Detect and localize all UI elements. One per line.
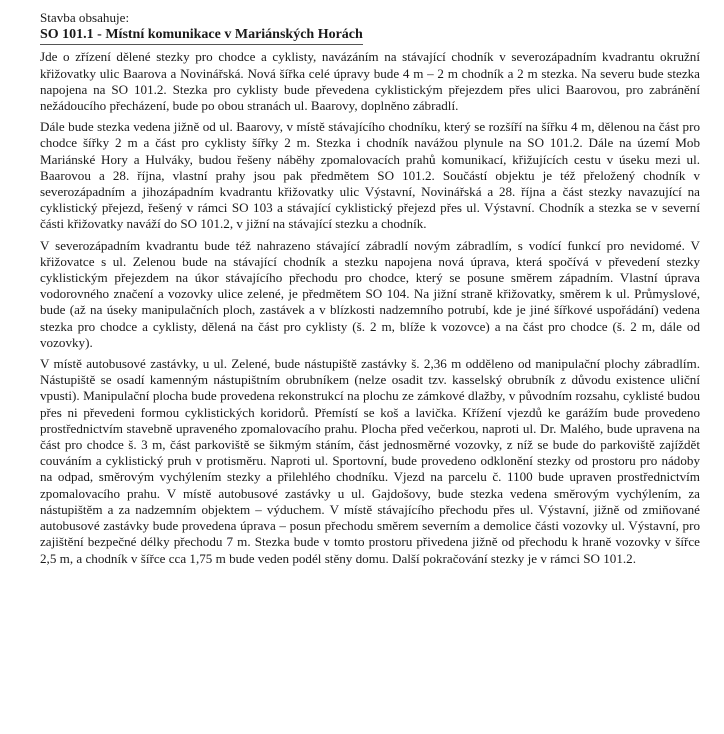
section-heading: SO 101.1 - Místní komunikace v Mariánských Horách: [40, 27, 363, 45]
paragraph-3: V severozápadním kvadrantu bude též nahrazeno stávající zábradlí novým zábradlím, s vodící funkcí pro nevidomé. V křižovatce s ul. Zelenou bude na stávající chodník a stezku napojena nová úprava, která spočívá v převedení stezky cyklistickým přejezdem na úkor stávajícího přechodu pro chodce, který se posune směrem západním. Vlastní úprava vodorovného značení a vozovky ulice zelené, je předmětem SO 104. Na jižní straně křižovatky, směrem k ul. Průmyslové, bude (až na úseky manipulačních ploch, zastávek a v blízkosti nadzemního potrubí, kde je jiné šířkové uspořádání) vedena stezka pro chodce a cyklisty, dělená na část pro cyklisty (š. 2 m, blíže k vozovce) a na část pro chodce (š. 2 m, dále od vozovky).: [40, 237, 700, 350]
paragraph-2: Dále bude stezka vedena jižně od ul. Baarovy, v místě stávajícího chodníku, který se rozšíří na šířku 4 m, dělenou na část pro chodce šířky 2 m a část pro cyklisty šířky 2 m. Stezka i chodník navážou plynule na SO 101.2. Dále na území Mob Mariánské Hory a Hulváky, budou řešeny náběhy zpomalovacích prahů komunikací, křižujících cestu v úseku mezi ul. Baarovou a 28. října, vlastní prahy jsou pak předmětem SO 101.2. Součástí objektu je též přeložený chodník v severozápadním a jihozápadním kvadrantu křižovatky ulic Výstavní, Novinářská a 28. října a část stezky navazující na cyklistický přejezd, řešený v rámci SO 103 a stávající cyklistický přejezd přes ul. Výstavní. Chodník a stezka se v severní části křižovatky naváží do SO 101.2, v jižní na stávající stezku a chodník.: [40, 119, 700, 232]
paragraph-4: V místě autobusové zastávky, u ul. Zelené, bude nástupiště zastávky š. 2,36 m odděleno od manipulační plochy zábradlím. Nástupiště se osadí kamenným nástupištním obrubníkem (nelze osadit tzv. kasselský obrubník z důvodu existence uliční vpusti). Manipulační plocha bude provedena rekonstrukcí na plochu ze zámkové dlažby, v původním rozsahu, cyklisté budou přes ni převedeni formou cyklistických koridorů. Přemístí se koš a lavička. Křížení vjezdů ke garážím bude provedeno prostřednictvím stavebně upraveného zpomalovacího prahu. Plocha před večerkou, naproti ul. Dr. Malého, bude upravena na část pro chodce š. 3 m, část parkoviště se šikmým stáním, část jednosměrné vozovky, z níž se bude do parkoviště zajíždět couváním a cyklistický pruh v protisměru. Naproti ul. Sportovní, bude provedeno odklonění stezky od prostoru pro nádoby na odpad, směrovým vychýlením stezky a přilehlého chodníku. Vjezd na parcelu č. 1100 bude upraven prostřednictvím zpomalovacího prahu. V místě autobusové zastávky u ul. Gajdošovy, bude stezka vedena směrovým vychýlením, za nástupištěm a za nadzemním objektem – výduchem. V místě stávajícího přechodu přes ul. Výstavní, jižně od zmiňované autobusové zastávky bude provedena úprava – posun přechodu směrem severním a demolice části vozovky ul. Výstavní, pro zajištění bezpečné délky přechodu 7 m. Stezka bude v tomto prostoru přivedena jižně od přechodu k hraně vozovky v šířce 2,5 m, a chodník v šířce cca 1,75 m bude veden podél stěny domu. Další pokračování stezky je v rámci SO 101.2.: [40, 356, 700, 566]
paragraph-1: Jde o zřízení dělené stezky pro chodce a cyklisty, navázáním na stávající chodník v severozápadním kvadrantu okružní křižovatky ulic Baarova a Novinářská. Nová šířka celé úpravy bude 4 m – 2 m chodník a 2 m stezka. Na severu bude stezka napojena na SO 101.2. Stezka pro cyklisty bude převedena cyklistickým přejezdem přes ulici Baarovou, pro zabránění nežádoucího přecházení, bude po obou stranách ul. Baarovy, doplněno zábradlí.: [40, 49, 700, 114]
document-page: [40, 10, 700, 572]
intro-label: Stavba obsahuje:: [40, 10, 130, 25]
